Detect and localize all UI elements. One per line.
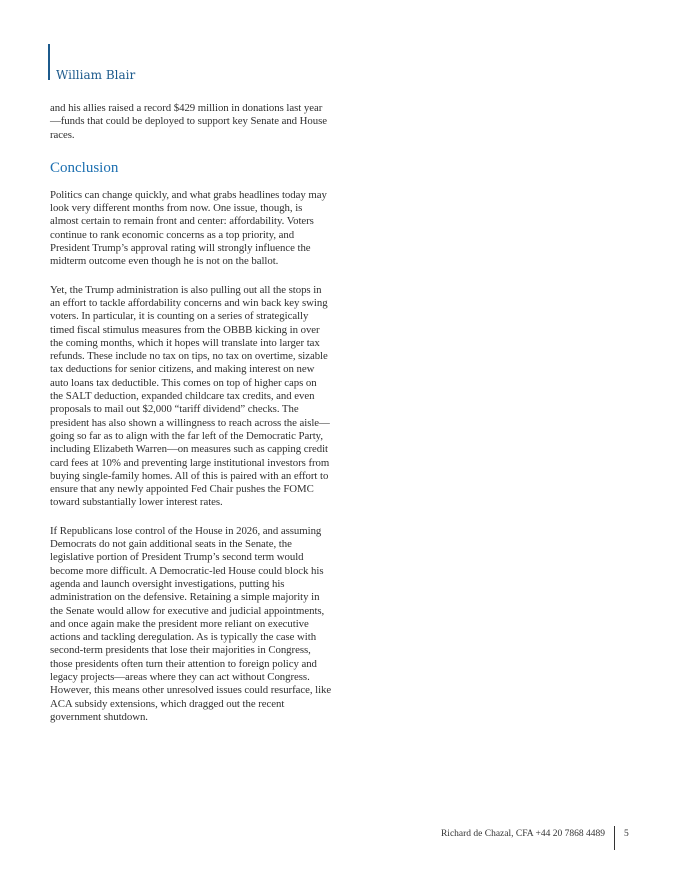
intro-paragraph: and his allies raised a record $429 million in donations last year—funds that could be deployed to support key Senate and House races. [50, 102, 328, 141]
section-title: Conclusion [50, 159, 119, 176]
article-column [50, 102, 332, 739]
paragraph: Politics can change quickly, and what grabs headlines today may look very different months from now. One issue, though, is almost certain to remain front and center: affordability. Voters continue to rank economic concerns as a top priority, and President Trump’s approval rating will strongly influence the midterm outcome even though he is not on the ballot. [50, 188, 327, 268]
page-number: 5 [624, 829, 629, 839]
paragraph: If Republicans lose control of the House in 2026, and assuming Democrats do not gain additional seats in the Senate, the legislative portion of President Trump’s second term would become more difficult. A Democratic-led House could block his agenda and launch oversight investigations, putting his administration on the defensive. Retaining a simple majority in the Senate would allow for executive and judicial appointments, and once again make the president more reliant on executive actions and tackling deregulation. As is typically the case with second-term presidents that lose their majorities in Congress, those presidents often turn their attention to foreign policy and legacy projects—areas where they can act without Congress. However, this means other unresolved issues could resurface, like ACA subsidy extensions, which dragged out the recent government shutdown. [50, 524, 332, 723]
footer-author-contact: Richard de Chazal, CFA +44 20 7868 4489 [440, 829, 605, 839]
brand-name: William Blair [56, 68, 136, 82]
header-accent-rule [48, 44, 50, 80]
footer-divider [614, 826, 615, 850]
paragraph: Yet, the Trump administration is also pulling out all the stops in an effort to tackle affordability concerns and win back key swing voters. In particular, it is counting on a series of strategically timed fiscal stimulus measures from the OBBB kicking in over the coming months, which it hopes will translate into larger tax refunds. These include no tax on tips, no tax on overtime, sizable tax deductions for senior citizens, and making interest on new auto loans tax deductible. This comes on top of higher caps on the SALT deduction, expanded childcare tax credits, and even proposals to mail out $2,000 “tariff dividend” checks. The president has also shown a willingness to reach across the aisle—going so far as to align with the far left of the Democratic Party, including Elizabeth Warren—on measures such as capping credit card fees at 10% and preventing large institutional investors from buying single-family homes. All of this is paired with an effort to ensure that any newly appointed Fed Chair pushes the FOMC toward substantially lower interest rates. [50, 283, 330, 509]
